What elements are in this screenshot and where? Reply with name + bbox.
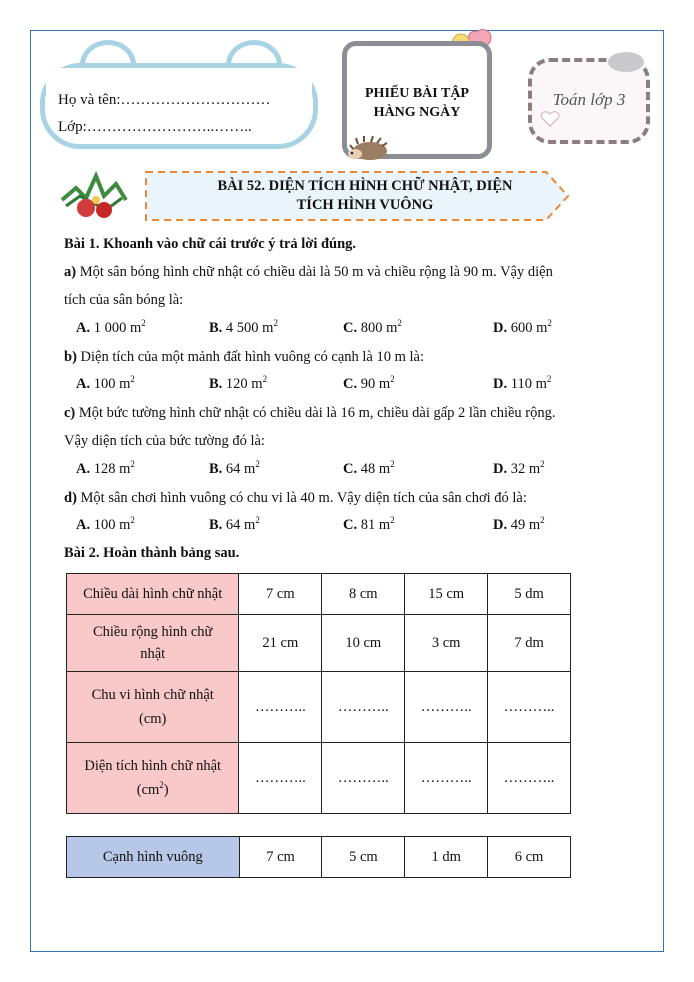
- answer-blank[interactable]: ………..: [239, 743, 322, 814]
- option-value: 100 m: [90, 376, 131, 392]
- cloud-icon: [606, 46, 646, 72]
- option-letter: C.: [343, 517, 358, 533]
- lesson-title: [175, 177, 555, 215]
- option-letter: A.: [76, 376, 91, 392]
- grade-label: Toán lớp 3: [552, 90, 626, 109]
- row-header-line: (cm): [139, 711, 167, 727]
- table-cell: 7 cm: [239, 837, 322, 878]
- option-b-A[interactable]: [76, 376, 135, 393]
- option-a-B[interactable]: [209, 320, 278, 337]
- heart-icon: [540, 110, 560, 128]
- question-d-line1: Một sân chơi hình vuông có chu vi là 40 m. Vậy diện tích của sân chơi đó là:: [76, 490, 527, 506]
- answer-blank[interactable]: ………..: [322, 672, 405, 743]
- answer-blank[interactable]: ………..: [488, 672, 571, 743]
- option-letter: D.: [493, 320, 508, 336]
- unit-exponent: 2: [159, 780, 164, 791]
- worksheet-title-line2: HÀNG NGÀY: [373, 105, 461, 120]
- row-header-length: Chiều dài hình chữ nhật: [67, 574, 239, 615]
- option-letter: A.: [76, 517, 91, 533]
- table-cell: 21 cm: [239, 615, 322, 672]
- question-b-line1: Diện tích của một mảnh đất hình vuông có cạnh là 10 m là:: [76, 349, 425, 365]
- option-a-C[interactable]: [343, 320, 402, 337]
- table-cell: 10 cm: [322, 615, 405, 672]
- table-cell: 3 cm: [405, 615, 488, 672]
- table-cell: 8 cm: [322, 574, 405, 615]
- question-a-line2: tích của sân bóng là:: [64, 292, 184, 308]
- option-letter: A.: [76, 320, 91, 336]
- option-letter: B.: [209, 320, 223, 336]
- unit-exponent: 2: [130, 374, 135, 385]
- answer-blank[interactable]: ………..: [405, 743, 488, 814]
- option-letter: B.: [209, 376, 223, 392]
- option-b-C[interactable]: [343, 376, 395, 393]
- unit-exponent: 2: [141, 318, 146, 329]
- option-a-A[interactable]: [76, 320, 146, 337]
- unit-exponent: 2: [262, 374, 268, 385]
- table-cell: 7 cm: [239, 574, 322, 615]
- unit-exponent: 2: [255, 459, 260, 470]
- question-c-line2: Vậy diện tích của bức tường đó là:: [64, 433, 265, 449]
- unit-exponent: 2: [540, 515, 545, 526]
- student-name-field[interactable]: Họ và tên:…………………………: [58, 92, 271, 108]
- table-cell: 5 dm: [488, 574, 571, 615]
- option-b-B[interactable]: [209, 376, 267, 393]
- row-header-side: Cạnh hình vuông: [67, 837, 240, 878]
- hedgehog-icon: [346, 136, 392, 162]
- option-value: 64 m: [222, 461, 256, 477]
- question-a-line1: Một sân bóng hình chữ nhật có chiều dài là 50 m và chiều rộng là 90 m. Vậy diện: [76, 264, 553, 280]
- answer-blank[interactable]: ………..: [488, 743, 571, 814]
- christmas-ornament-icon: [56, 170, 136, 222]
- exercise1-heading: Bài 1. Khoanh vào chữ cái trước ý trả lời đúng.: [64, 236, 357, 252]
- option-value: 128 m: [90, 461, 131, 477]
- question-d-text: [64, 490, 527, 507]
- question-b-text: [64, 349, 424, 366]
- option-letter: D.: [493, 461, 508, 477]
- option-value: 49 m: [507, 517, 541, 533]
- worksheet-title-line1: PHIẾU BÀI TẬP: [365, 86, 469, 101]
- row-header-perimeter: [67, 672, 239, 743]
- table-cell: 7 dm: [488, 615, 571, 672]
- question-a-label: a): [64, 264, 77, 280]
- worksheet-title: [342, 84, 492, 122]
- unit-exponent: 2: [390, 459, 395, 470]
- option-letter: A.: [76, 461, 91, 477]
- option-d-C[interactable]: [343, 517, 395, 534]
- option-value: 100 m: [90, 517, 131, 533]
- option-value: 600 m: [507, 320, 548, 336]
- option-b-D[interactable]: [493, 376, 551, 393]
- option-letter: C.: [343, 320, 358, 336]
- unit-exponent: 2: [547, 318, 552, 329]
- table-cell: 1 dm: [405, 837, 488, 878]
- question-c-line1: Một bức tường hình chữ nhật có chiều dài là 16 m, chiều dài gấp 2 lần chiều rộng.: [75, 405, 556, 421]
- row-header-line: Chu vi hình chữ nhật: [91, 687, 214, 703]
- table-row: [67, 743, 571, 814]
- option-a-D[interactable]: [493, 320, 552, 337]
- table-row: [67, 574, 571, 615]
- unit-exponent: 2: [130, 459, 135, 470]
- option-c-D[interactable]: [493, 461, 545, 478]
- row-header-line: [71, 778, 234, 802]
- table-cell: 6 cm: [488, 837, 571, 878]
- student-class-field[interactable]: Lớp:……………………..……..: [58, 119, 252, 135]
- option-value: 4 500 m: [222, 320, 274, 336]
- question-d-label: d): [64, 490, 77, 506]
- option-value: 120 m: [222, 376, 263, 392]
- table-row: [67, 615, 571, 672]
- unit-exponent: 2: [397, 318, 402, 329]
- table-row: [67, 837, 571, 878]
- option-value: 110 m: [507, 376, 547, 392]
- option-d-A[interactable]: [76, 517, 135, 534]
- unit-exponent: 2: [546, 374, 552, 385]
- option-value: 90 m: [357, 376, 391, 392]
- option-d-D[interactable]: [493, 517, 545, 534]
- lesson-title-line1: BÀI 52. DIỆN TÍCH HÌNH CHỮ NHẬT, DIỆN: [217, 178, 513, 194]
- question-b-label: b): [64, 349, 77, 365]
- row-header-line: Diện tích hình chữ nhật: [84, 758, 222, 774]
- table-cell: 15 cm: [405, 574, 488, 615]
- option-value: 800 m: [357, 320, 398, 336]
- option-letter: B.: [209, 517, 223, 533]
- exercise2-heading: Bài 2. Hoàn thành bảng sau.: [64, 545, 240, 561]
- row-header-line: nhật: [140, 646, 166, 662]
- table-row: [67, 672, 571, 743]
- unit-exponent: 2: [273, 318, 278, 329]
- option-value: 32 m: [507, 461, 541, 477]
- option-letter: B.: [209, 461, 223, 477]
- row-header-line: Chiều rộng hình chữ: [92, 624, 213, 640]
- option-value: 1 000 m: [90, 320, 142, 336]
- rectangle-table: [66, 573, 571, 814]
- answer-blank[interactable]: ………..: [239, 672, 322, 743]
- question-c-text: [64, 405, 556, 422]
- option-value: 64 m: [222, 517, 256, 533]
- unit-exponent: 2: [390, 374, 395, 385]
- lesson-title-line2: TÍCH HÌNH VUÔNG: [296, 197, 434, 213]
- option-value: 81 m: [357, 517, 391, 533]
- option-letter: D.: [493, 517, 508, 533]
- option-letter: C.: [343, 461, 358, 477]
- square-table: [66, 836, 571, 878]
- table-cell: 5 cm: [322, 837, 405, 878]
- option-value: 48 m: [357, 461, 391, 477]
- row-header-width: [67, 615, 239, 672]
- unit-exponent: 2: [130, 515, 135, 526]
- unit-exponent: 2: [390, 515, 395, 526]
- option-d-B[interactable]: [209, 517, 260, 534]
- option-letter: C.: [343, 376, 358, 392]
- answer-blank[interactable]: ………..: [322, 743, 405, 814]
- question-c-label: c): [64, 405, 76, 421]
- area-unit-close: ): [163, 782, 169, 798]
- option-c-B[interactable]: [209, 461, 260, 478]
- option-letter: D.: [493, 376, 508, 392]
- unit-exponent: 2: [255, 515, 260, 526]
- question-a-text: [64, 264, 553, 281]
- answer-blank[interactable]: ………..: [405, 672, 488, 743]
- area-unit: (cm: [136, 782, 160, 798]
- unit-exponent: 2: [540, 459, 545, 470]
- option-c-A[interactable]: [76, 461, 135, 478]
- row-header-area: [67, 743, 239, 814]
- option-c-C[interactable]: [343, 461, 395, 478]
